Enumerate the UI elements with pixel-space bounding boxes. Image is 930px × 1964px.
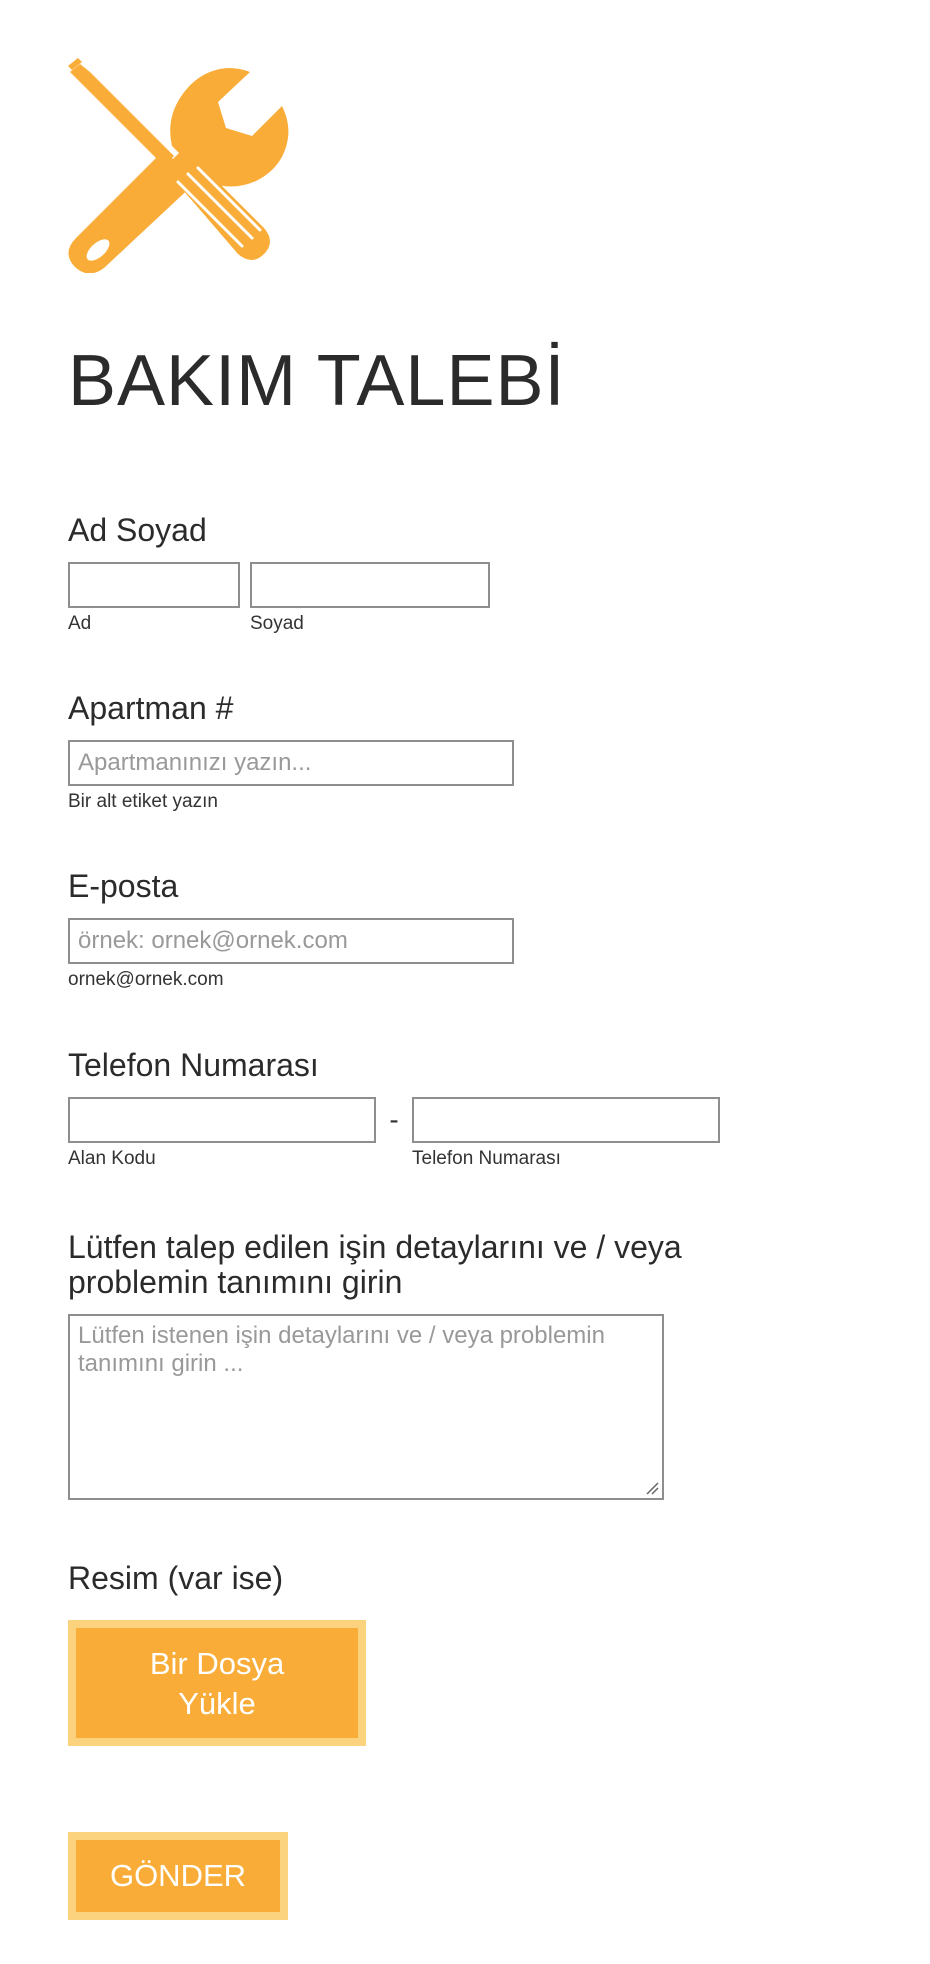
email-section: [68, 868, 514, 991]
details-placeholder: Lütfen istenen işin detaylarını ve / veya problemin tanımını girin ...: [78, 1322, 605, 1377]
image-section: [68, 1560, 283, 1596]
last-name-sublabel: Soyad: [250, 613, 304, 634]
area-code-sublabel: Alan Kodu: [68, 1148, 156, 1169]
phone-section: [68, 1047, 720, 1170]
apartment-section: [68, 690, 514, 813]
resize-handle-icon[interactable]: [645, 1481, 659, 1495]
last-name-input[interactable]: [250, 562, 490, 608]
details-textarea[interactable]: [68, 1314, 664, 1500]
phone-separator: -: [389, 1104, 399, 1135]
phone-number-sublabel: Telefon Numarası: [412, 1148, 561, 1169]
details-label: Lütfen talep edilen işin detaylarını ve / veya problemin tanımını girin: [68, 1229, 682, 1300]
email-input[interactable]: örnek: ornek@ornek.com: [68, 918, 514, 964]
details-section: [68, 1230, 788, 1500]
upload-file-button[interactable]: Bir Dosya Yükle: [76, 1628, 358, 1738]
image-label: Resim (var ise): [68, 1560, 284, 1596]
first-name-sublabel: Ad: [68, 613, 92, 634]
phone-number-input[interactable]: [412, 1097, 720, 1143]
email-sublabel: ornek@ornek.com: [68, 969, 224, 990]
apartment-input[interactable]: Apartmanınızı yazın...: [68, 740, 514, 786]
area-code-input[interactable]: [68, 1097, 376, 1143]
first-name-input[interactable]: [68, 562, 240, 608]
phone-label: Telefon Numarası: [68, 1047, 319, 1083]
apartment-label: Apartman #: [68, 690, 234, 726]
name-label: Ad Soyad: [68, 512, 207, 548]
email-label: E-posta: [68, 868, 179, 904]
page-title: BAKIM TALEBİ: [68, 341, 566, 421]
apartment-sublabel: Bir alt etiket yazın: [68, 791, 218, 812]
submit-button-frame: [68, 1832, 288, 1920]
submit-button[interactable]: GÖNDER: [76, 1840, 280, 1912]
upload-button-frame: [68, 1620, 366, 1746]
tools-wrench-screwdriver-icon: [68, 58, 298, 273]
name-section: [68, 512, 490, 635]
